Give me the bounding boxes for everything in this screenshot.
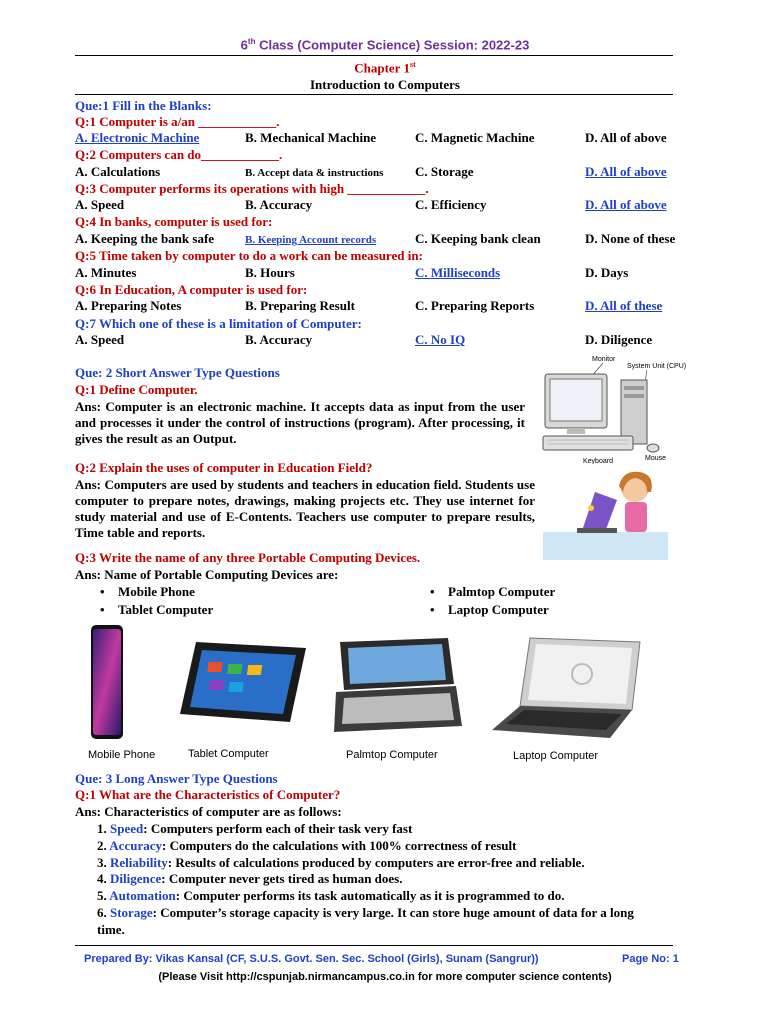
q6-option-c: C. Preparing Reports [415, 298, 535, 313]
q3-option-a: A. Speed [75, 197, 125, 212]
s3-q1-question: Q:1 What are the Characteristics of Computer? [75, 787, 341, 802]
s2-q1-question: Q:1 Define Computer. [75, 382, 198, 397]
q1-option-b: B. Mechanical Machine [245, 130, 377, 145]
q7-option-c: C. No IQ [415, 332, 466, 347]
diagram-label-cpu: System Unit (CPU) [627, 363, 687, 370]
q7-question: Q:7 Which one of these is a limitation of Computer: [75, 316, 362, 331]
laptop-image [490, 634, 650, 744]
characteristic-item: 5. Automation: Computer performs its task automatically as it is programmed to do. [97, 888, 565, 903]
footer-visit-link[interactable]: (Please Visit http://cspunjab.nirmancampus.co.in for more computer science contents) [158, 971, 612, 983]
footer-page-number: Page No: 1 [622, 953, 679, 965]
q1-option-c: C. Magnetic Machine [415, 130, 535, 145]
header-divider [75, 55, 673, 56]
q5-option-a: A. Minutes [75, 265, 137, 280]
q6-option-b: B. Preparing Result [245, 298, 355, 313]
diagram-label-keyboard: Keyboard [583, 458, 613, 464]
student-laptop-illustration [543, 470, 668, 560]
q1-question: Q:1 Computer is a/an ____________. [75, 114, 280, 129]
characteristic-item-continuation: time. [97, 922, 125, 937]
q6-option-a: A. Preparing Notes [75, 298, 182, 313]
mobile-phone-image [90, 624, 124, 740]
q4-option-d: D. None of these [585, 231, 676, 246]
q4-option-c: C. Keeping bank clean [415, 231, 541, 246]
page-header: 6th Class (Computer Science) Session: 2022-23 [240, 37, 530, 53]
diagram-label-monitor: Monitor [592, 356, 616, 363]
diagram-label-mouse: Mouse [645, 455, 667, 462]
q4-option-b: B. Keeping Account records [245, 234, 377, 246]
s3-q1-answer-intro: Ans: Characteristics of computer are as follows: [75, 804, 342, 819]
caption-laptop: Laptop Computer [513, 750, 598, 762]
caption-mobile-phone: Mobile Phone [88, 749, 156, 761]
device-list-item: • Mobile Phone [118, 584, 195, 600]
q3-question: Q:3 Computer performs its operations with high ____________. [75, 181, 429, 196]
s2-q1-answer: Ans: Computer is an electronic machine. It accepts data as input from the user and processes it under the control of instructions (program). After processing, it gives the result as an Output. [75, 399, 525, 446]
q2-option-c: C. Storage [415, 164, 474, 179]
q6-question: Q:6 In Education, A computer is used for: [75, 282, 308, 297]
palmtop-image [330, 636, 465, 734]
q5-option-d: D. Days [585, 265, 629, 280]
q3-option-d: D. All of above [585, 197, 667, 212]
chapter-label: Chapter 1st [354, 60, 416, 76]
s2-q3-question: Q:3 Write the name of any three Portable Computing Devices. [75, 550, 421, 565]
q4-question: Q:4 In banks, computer is used for: [75, 214, 273, 229]
q5-option-c: C. Milliseconds [415, 265, 501, 280]
q5-option-b: B. Hours [245, 265, 295, 280]
q7-option-d: D. Diligence [585, 332, 653, 347]
s2-q2-answer: Ans: Computers are used by students and teachers in education field. Students use computer to prepare notes, drawings, making projects etc. They use internet for study material and use of E-Contents. Teachers use computer to prepare results, Time table and reports. [75, 477, 535, 540]
caption-tablet: Tablet Computer [188, 748, 269, 760]
q2-question: Q:2 Computers can do____________. [75, 147, 283, 162]
tablet-image [178, 638, 308, 724]
characteristic-item: 6. Storage: Computer’s storage capacity is very large. It can store huge amount of data for a long [97, 905, 634, 920]
q2-option-b: B. Accept data & instructions [245, 167, 384, 179]
characteristic-item: 1. Speed: Computers perform each of their task very fast [97, 821, 413, 836]
device-list-item: • Tablet Computer [118, 602, 213, 618]
section3-heading: Que: 3 Long Answer Type Questions [75, 771, 278, 786]
device-list-item: • Laptop Computer [448, 602, 549, 618]
computer-diagram [535, 352, 695, 464]
device-list-item: • Palmtop Computer [448, 584, 555, 600]
q7-option-b: B. Accuracy [245, 332, 313, 347]
q6-option-d: D. All of these [585, 298, 663, 313]
q3-option-c: C. Efficiency [415, 197, 487, 212]
q4-option-a: A. Keeping the bank safe [75, 231, 215, 246]
section1-heading: Que:1 Fill in the Blanks: [75, 98, 212, 113]
s2-q3-answer: Ans: Name of Portable Computing Devices are: [75, 567, 339, 582]
title-divider [75, 94, 673, 95]
section2-heading: Que: 2 Short Answer Type Questions [75, 365, 280, 380]
chapter-title: Introduction to Computers [310, 77, 460, 92]
footer-prepared-by: Prepared By: Vikas Kansal (CF, S.U.S. Govt. Sen. Sec. School (Girls), Sunam (Sangrur)) [84, 953, 539, 965]
q2-option-d: D. All of above [585, 164, 667, 179]
q1-option-a: A. Electronic Machine [75, 130, 200, 145]
q5-question: Q:5 Time taken by computer to do a work can be measured in: [75, 248, 423, 263]
characteristic-item: 3. Reliability: Results of calculations produced by computers are error-free and reliable. [97, 855, 585, 870]
s2-q2-question: Q:2 Explain the uses of computer in Education Field? [75, 460, 373, 475]
footer-divider [75, 945, 673, 946]
caption-palmtop: Palmtop Computer [346, 749, 438, 761]
q2-option-a: A. Calculations [75, 164, 161, 179]
q3-option-b: B. Accuracy [245, 197, 313, 212]
characteristic-item: 2. Accuracy: Computers do the calculations with 100% correctness of result [97, 838, 517, 853]
q7-option-a: A. Speed [75, 332, 125, 347]
q1-option-d: D. All of above [585, 130, 667, 145]
characteristic-item: 4. Diligence: Computer never gets tired as human does. [97, 871, 403, 886]
